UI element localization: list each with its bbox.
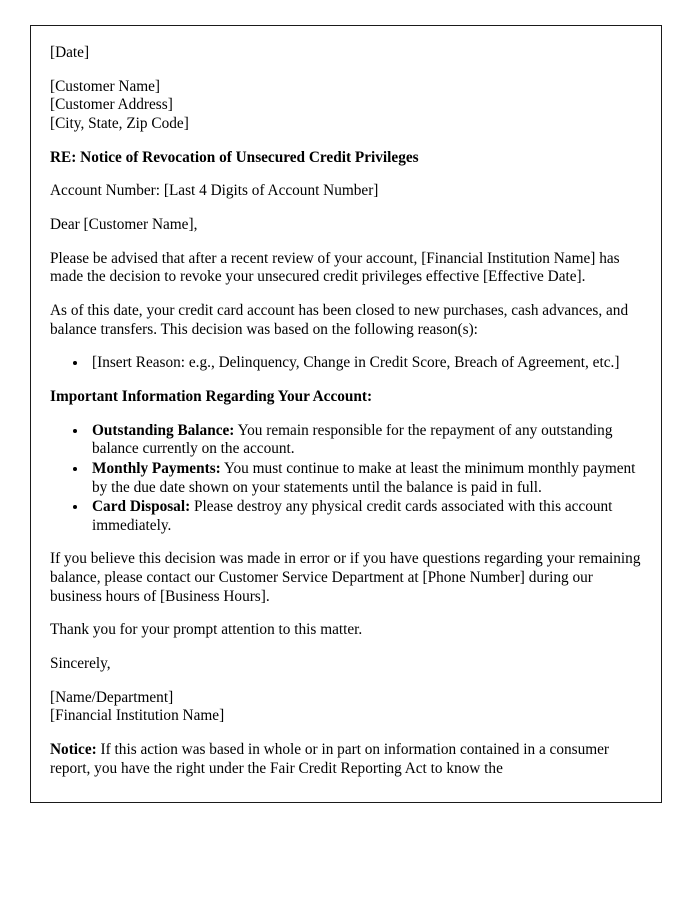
- list-item: [88, 460, 642, 497]
- signature-block: [50, 689, 642, 726]
- list-item-text: You must continue to make at least the minimum monthly payment by the due date shown on your statements until the balance is paid in full.: [92, 459, 636, 496]
- closing-salutation: Sincerely,: [50, 655, 111, 673]
- subject-line: RE: Notice of Revocation of Unsecured Credit Privileges: [50, 148, 419, 166]
- account-info-heading: Important Information Regarding Your Account:: [50, 387, 373, 405]
- document-page: [30, 25, 662, 803]
- letter-body: [50, 44, 642, 793]
- account-info-list: [50, 422, 642, 536]
- signature-institution: [Financial Institution Name]: [50, 707, 225, 725]
- list-item: [88, 498, 642, 535]
- salutation: Dear [Customer Name],: [50, 215, 198, 233]
- recipient-name: [Customer Name]: [50, 77, 161, 95]
- paragraph-account-closed: As of this date, your credit card account has been closed to new purchases, cash advances, and balance transfers. This decision was based on the following reason(s):: [50, 301, 629, 338]
- fcra-notice-text: If this action was based in whole or in part on information contained in a consumer report, you have the right under the Fair Credit Reporting Act to know the: [50, 741, 610, 777]
- signature-name-department: [Name/Department]: [50, 688, 174, 706]
- recipient-city-state-zip: [City, State, Zip Code]: [50, 114, 189, 132]
- list-item-label: Monthly Payments:: [92, 459, 221, 477]
- fcra-notice-label: Notice:: [50, 741, 97, 759]
- list-item-label: Outstanding Balance:: [92, 421, 235, 439]
- recipient-address: [Customer Address]: [50, 96, 173, 114]
- paragraph-thank-you: Thank you for your prompt attention to this matter.: [50, 621, 363, 639]
- recipient-address-block: [50, 78, 642, 134]
- reason-list: [50, 354, 642, 373]
- list-item-text: Please destroy any physical credit cards associated with this account immediately.: [92, 498, 613, 534]
- list-item: [88, 422, 642, 459]
- list-item-text: You remain responsible for the repayment of any outstanding balance currently on the account.: [92, 421, 613, 458]
- account-number-line: Account Number: [Last 4 Digits of Account Number]: [50, 182, 379, 200]
- date-placeholder: [Date]: [50, 44, 90, 61]
- fcra-notice: [50, 741, 642, 778]
- list-item-label: Card Disposal:: [92, 498, 191, 516]
- paragraph-revocation-notice: Please be advised that after a recent review of your account, [Financial Institution Name] has made the decision to revoke your unsecured credit privileges effective [Effective Date].: [50, 249, 620, 286]
- paragraph-contact-info: If you believe this decision was made in error or if you have questions regarding your remaining balance, please contact our Customer Service Department at [Phone Number] during our business hours of [Business Hours].: [50, 550, 641, 605]
- list-item: • [Insert Reason: e.g., Delinquency, Change in Credit Score, Breach of Agreement, etc.]: [88, 354, 642, 373]
